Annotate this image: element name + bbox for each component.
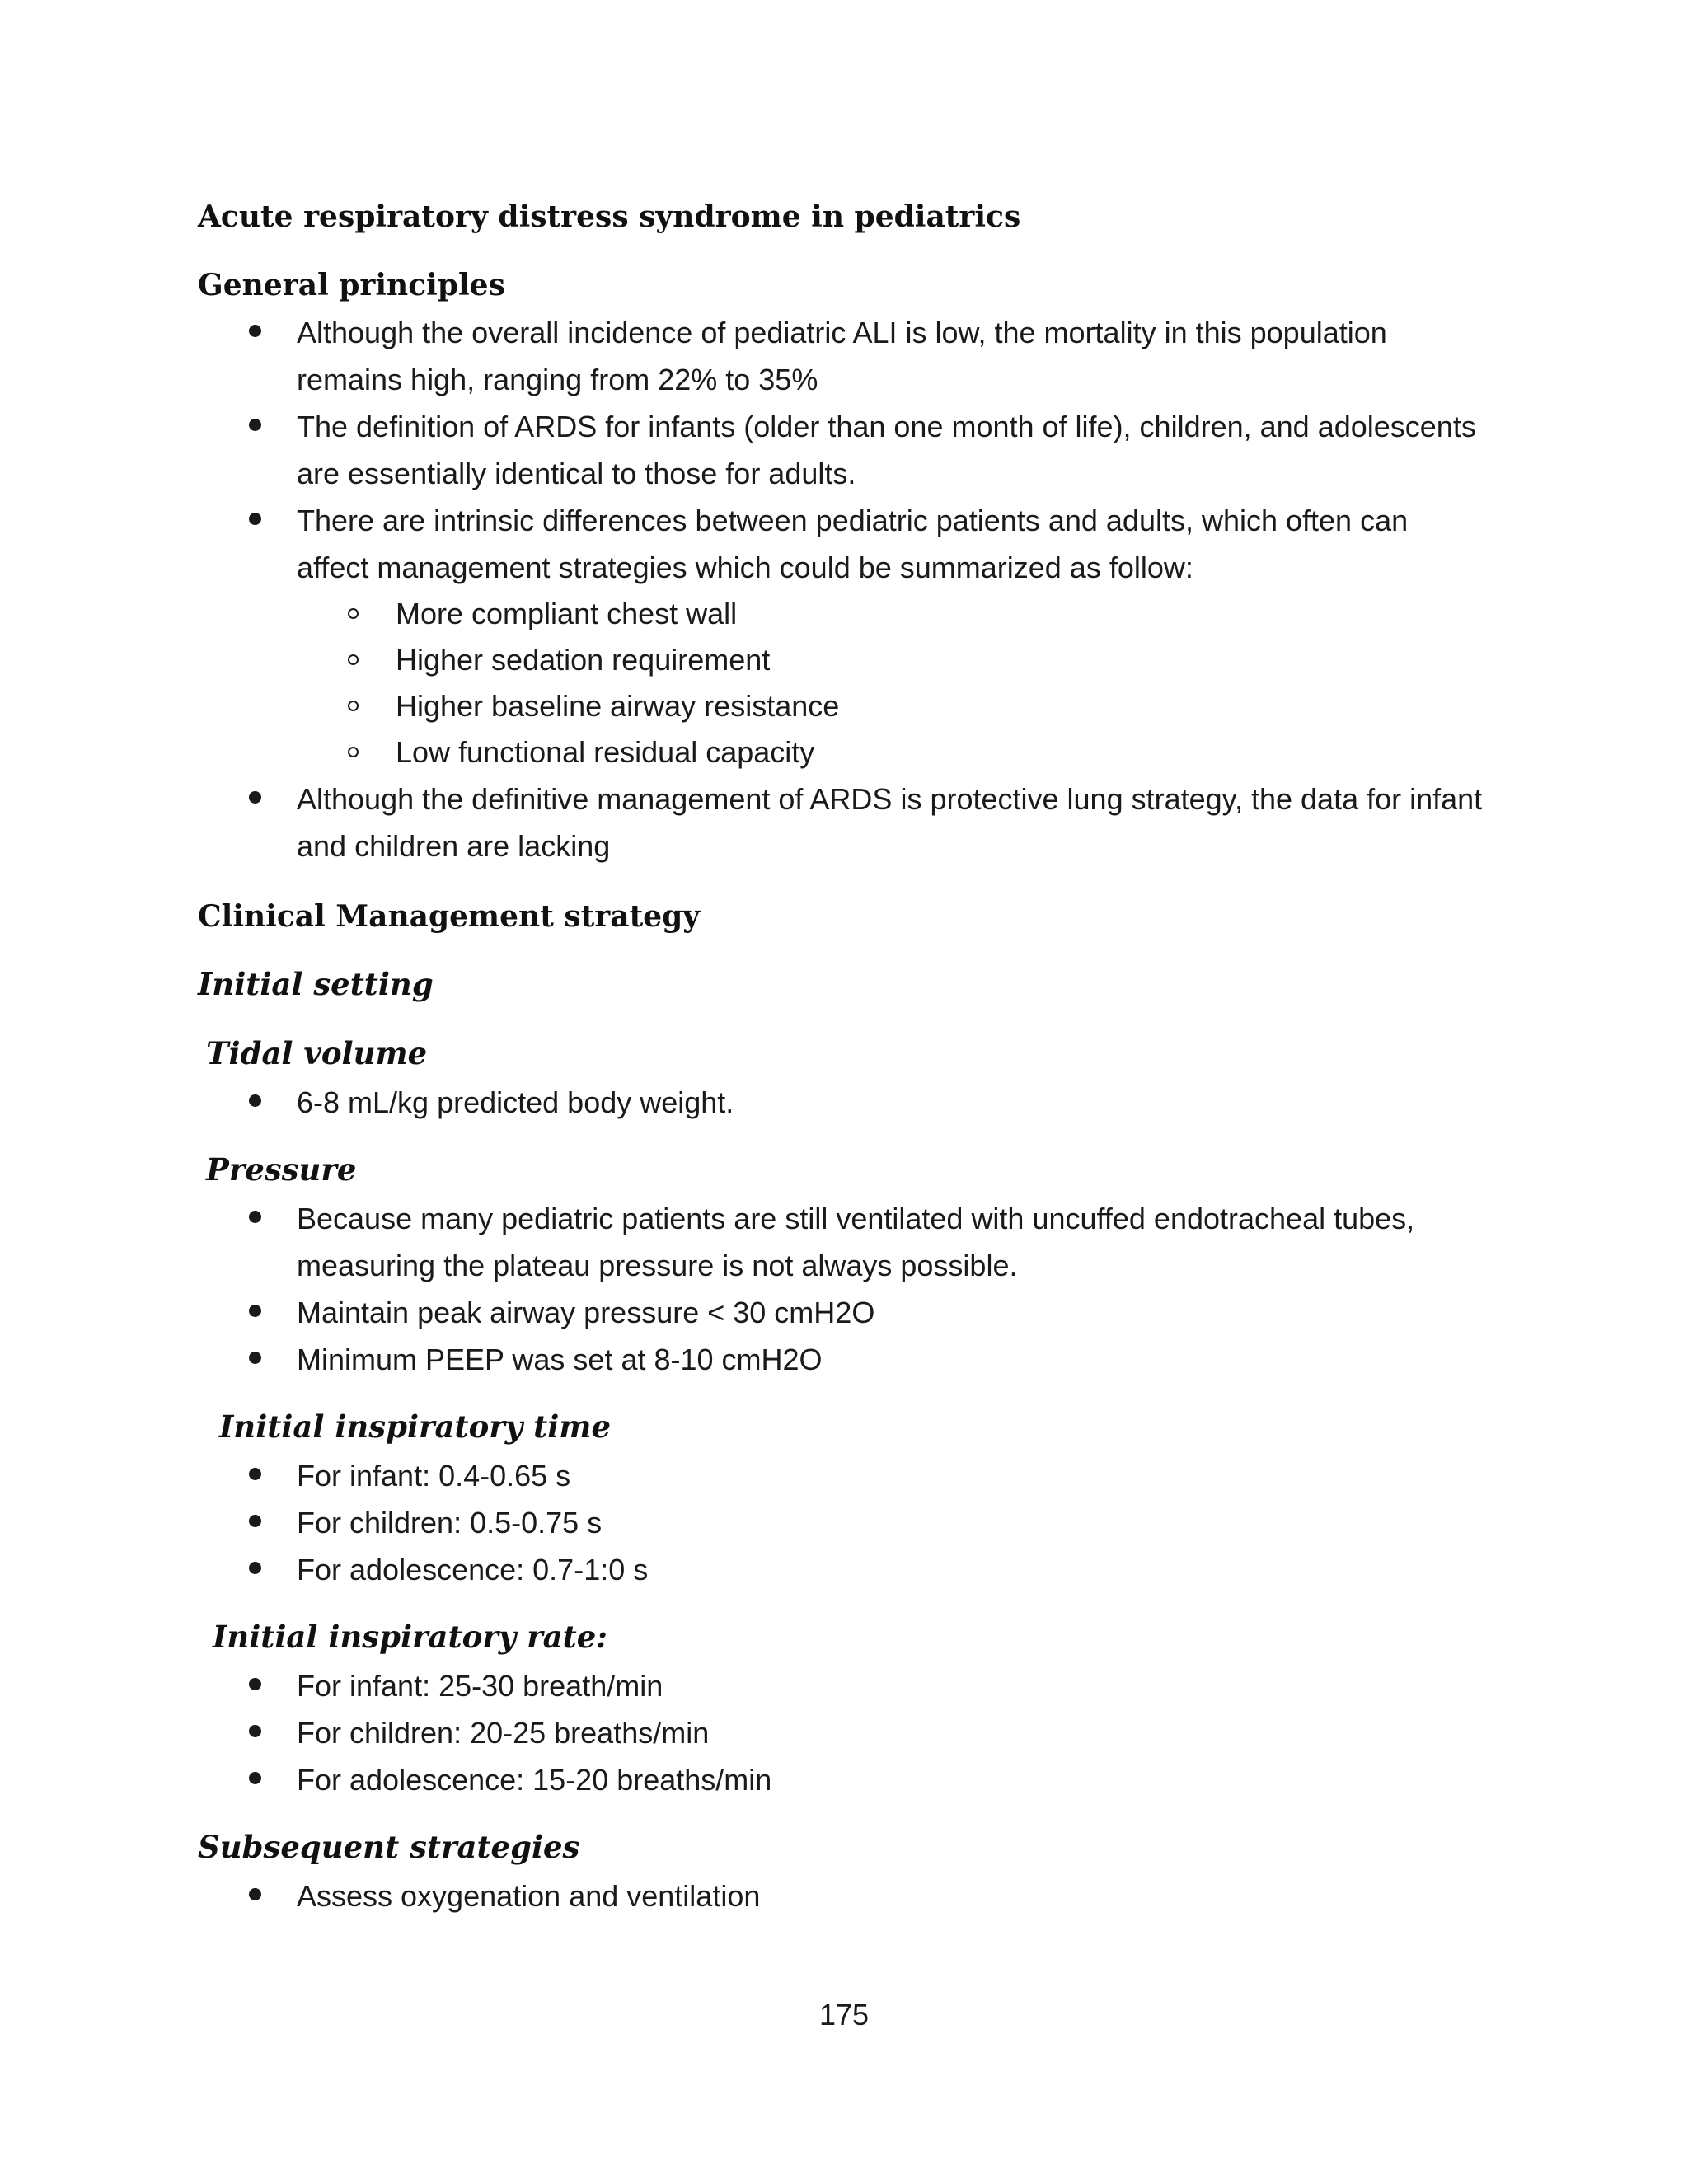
bullet-icon (249, 325, 261, 337)
list-item: For adolescence: 15-20 breaths/min (198, 1756, 1484, 1803)
hollow-bullet-icon (348, 701, 359, 711)
inspiratory-time-list (198, 1452, 1484, 1593)
bullet-icon (249, 1888, 261, 1900)
bullet-icon (249, 1352, 261, 1364)
page-content (198, 194, 1484, 1919)
list-item: For adolescence: 0.7-1:0 s (198, 1546, 1484, 1593)
list-item: Because many pediatric patients are still ventilated with uncuffed endotracheal tubes, measuring the plateau pressure is not always possible. (198, 1195, 1484, 1289)
list-item: Minimum PEEP was set at 8-10 cmH2O (198, 1336, 1484, 1383)
page-title: Acute respiratory distress syndrome in pediatrics (198, 199, 1021, 234)
hollow-bullet-icon (348, 747, 359, 757)
list-item: 6-8 mL/kg predicted body weight. (198, 1079, 1484, 1126)
subsequent-strategies-heading: Subsequent strategies (198, 1829, 580, 1865)
tidal-volume-heading: Tidal volume (206, 1035, 428, 1071)
list-item: For children: 20-25 breaths/min (198, 1709, 1484, 1756)
list-item: For infant: 0.4-0.65 s (198, 1452, 1484, 1499)
inspiratory-rate-list (198, 1662, 1484, 1803)
list-item: For children: 0.5-0.75 s (198, 1499, 1484, 1546)
clinical-management-heading: Clinical Management strategy (198, 899, 701, 934)
inspiratory-rate-heading: Initial inspiratory rate: (213, 1619, 607, 1655)
pressure-heading: Pressure (206, 1151, 357, 1188)
bullet-icon (249, 1468, 261, 1480)
list-item: Although the overall incidence of pediatric ALI is low, the mortality in this population remains high, ranging from 22% to 35% (198, 309, 1484, 403)
sub-list-item: More compliant chest wall (198, 591, 1484, 637)
list-item: Maintain peak airway pressure < 30 cmH2O (198, 1289, 1484, 1336)
pressure-list (198, 1195, 1484, 1383)
bullet-icon (249, 1725, 261, 1737)
general-principles-list (198, 309, 1484, 869)
subsequent-strategies-list (198, 1872, 1484, 1919)
list-item: For infant: 25-30 breath/min (198, 1662, 1484, 1709)
differences-sublist (297, 591, 1484, 776)
list-item: There are intrinsic differences between pediatric patients and adults, which often can affect management strategies which could be summarized as follow: More compliant chest wall Higher sedation requirement Higher baseline airway resistance Low functional residual capacity (198, 497, 1484, 776)
bullet-icon (249, 1772, 261, 1784)
initial-setting-heading: Initial setting (198, 966, 434, 1002)
sub-list-item: Higher baseline airway resistance (198, 683, 1484, 729)
sub-list-item: Low functional residual capacity (198, 729, 1484, 776)
inspiratory-time-heading: Initial inspiratory time (219, 1408, 611, 1445)
bullet-icon (249, 1562, 261, 1574)
bullet-icon (249, 419, 261, 431)
bullet-icon (249, 1305, 261, 1317)
hollow-bullet-icon (348, 654, 359, 665)
list-item: The definition of ARDS for infants (older than one month of life), children, and adolescents are essentially identical to those for adults. (198, 403, 1484, 497)
bullet-icon (249, 513, 261, 525)
list-item: Assess oxygenation and ventilation (198, 1872, 1484, 1919)
tidal-volume-list (198, 1079, 1484, 1126)
bullet-icon (249, 1211, 261, 1223)
bullet-icon (249, 1094, 261, 1107)
bullet-icon (249, 791, 261, 804)
bullet-icon (249, 1515, 261, 1527)
hollow-bullet-icon (348, 608, 359, 619)
list-item: Although the definitive management of ARDS is protective lung strategy, the data for infant and children are lacking (198, 776, 1484, 869)
bullet-icon (249, 1678, 261, 1690)
page-number: 175 (818, 1998, 870, 2032)
sub-list-item: Higher sedation requirement (198, 637, 1484, 683)
general-principles-heading: General principles (198, 268, 505, 302)
